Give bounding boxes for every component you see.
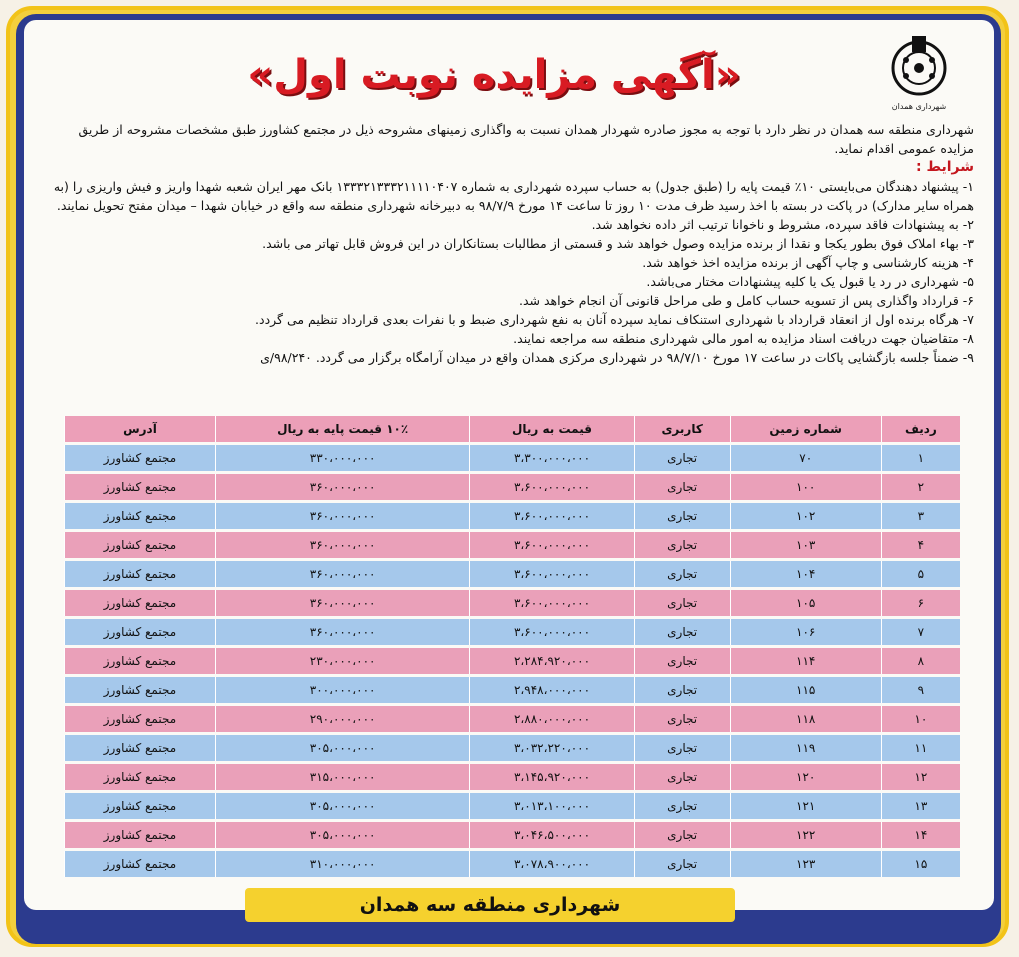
cell-land-number: ۱۲۱ [730,793,881,819]
cell-row-number: ۳ [881,503,960,529]
cell-deposit: ۳۳۰،۰۰۰،۰۰۰ [215,445,470,471]
cell-usage: تجاری [634,793,730,819]
cell-address: مجتمع کشاورز [64,764,215,790]
table-header-row [64,416,960,442]
cell-land-number: ۱۰۴ [730,561,881,587]
table-row [64,706,960,732]
cell-price: ۳،۶۰۰،۰۰۰،۰۰۰ [469,532,633,558]
cell-address: مجتمع کشاورز [64,619,215,645]
cell-address: مجتمع کشاورز [64,735,215,761]
cell-deposit: ۳۰۵،۰۰۰،۰۰۰ [215,822,470,848]
header-price: قیمت به ریال [469,416,633,442]
cell-usage: تجاری [634,474,730,500]
cell-usage: تجاری [634,503,730,529]
cell-deposit: ۳۰۵،۰۰۰،۰۰۰ [215,793,470,819]
cell-address: مجتمع کشاورز [64,793,215,819]
cell-row-number: ۱۲ [881,764,960,790]
condition-item: ۷- هرگاه برنده اول از انعقاد قرارداد با شهرداری استنکاف نماید سپرده آنان به نفع شهرداری ضبط و با نفرات بعدی قرارداد تنظیم می گردد. [255,312,974,327]
table-row [64,561,960,587]
cell-deposit: ۲۳۰،۰۰۰،۰۰۰ [215,648,470,674]
cell-usage: تجاری [634,648,730,674]
cell-price: ۲،۹۴۸،۰۰۰،۰۰۰ [469,677,633,703]
table-row [64,851,960,877]
cell-usage: تجاری [634,851,730,877]
footer-banner: شهرداری منطقه سه همدان [245,888,735,922]
cell-land-number: ۱۰۶ [730,619,881,645]
cell-land-number: ۱۰۳ [730,532,881,558]
cell-address: مجتمع کشاورز [64,590,215,616]
table-row [64,764,960,790]
table-row [64,648,960,674]
cell-price: ۳،۰۷۸،۹۰۰،۰۰۰ [469,851,633,877]
cell-row-number: ۱۴ [881,822,960,848]
cell-usage: تجاری [634,822,730,848]
cell-price: ۳،۶۰۰،۰۰۰،۰۰۰ [469,503,633,529]
municipality-logo-icon [884,32,954,116]
notice-body [44,120,974,367]
cell-row-number: ۷ [881,619,960,645]
cell-address: مجتمع کشاورز [64,445,215,471]
cell-deposit: ۳۶۰،۰۰۰،۰۰۰ [215,561,470,587]
cell-usage: تجاری [634,677,730,703]
cell-row-number: ۱۵ [881,851,960,877]
cell-price: ۲،۲۸۴،۹۲۰،۰۰۰ [469,648,633,674]
cell-row-number: ۱۳ [881,793,960,819]
cell-price: ۳،۰۴۶،۵۰۰،۰۰۰ [469,822,633,848]
cell-land-number: ۱۰۵ [730,590,881,616]
cell-usage: تجاری [634,735,730,761]
cell-deposit: ۳۰۵،۰۰۰،۰۰۰ [215,735,470,761]
condition-item: ۶- قرارداد واگذاری پس از تسویه حساب کامل و طی مراحل قانونی آن انجام خواهد شد. [518,293,974,308]
header-deposit: ۱۰٪ قیمت پایه به ریال [215,416,470,442]
cell-deposit: ۳۱۰،۰۰۰،۰۰۰ [215,851,470,877]
cell-address: مجتمع کشاورز [64,677,215,703]
cell-price: ۳،۰۱۳،۱۰۰،۰۰۰ [469,793,633,819]
cell-row-number: ۱ [881,445,960,471]
cell-usage: تجاری [634,590,730,616]
cell-usage: تجاری [634,532,730,558]
land-table [64,413,960,880]
cell-usage: تجاری [634,706,730,732]
table-row [64,503,960,529]
notice-header [24,30,994,118]
table-row [64,532,960,558]
cell-address: مجتمع کشاورز [64,474,215,500]
header-row-number: ردیف [881,416,960,442]
table-row [64,735,960,761]
cell-land-number: ۱۱۴ [730,648,881,674]
cell-land-number: ۱۰۲ [730,503,881,529]
cell-land-number: ۱۱۵ [730,677,881,703]
cell-address: مجتمع کشاورز [64,532,215,558]
table-row [64,677,960,703]
cell-price: ۳،۰۳۲،۲۲۰،۰۰۰ [469,735,633,761]
cell-land-number: ۱۲۲ [730,822,881,848]
cell-usage: تجاری [634,764,730,790]
cell-deposit: ۳۰۰،۰۰۰،۰۰۰ [215,677,470,703]
cell-land-number: ۱۲۳ [730,851,881,877]
intro-paragraph: شهرداری منطقه سه همدان در نظر دارد با توجه به مجوز صادره شهردار همدان نسبت به واگذاری زمینهای مشروحه ذیل در مجتمع کشاورز طبق مشخصات مشروحه از طریق مزایده عمومی اقدام نماید. [78,122,974,156]
cell-land-number: ۱۲۰ [730,764,881,790]
header-land-number: شماره زمین [730,416,881,442]
cell-address: مجتمع کشاورز [64,503,215,529]
logo-caption: شهرداری همدان [891,102,947,111]
cell-deposit: ۳۶۰،۰۰۰،۰۰۰ [215,503,470,529]
header-usage: کاربری [634,416,730,442]
cell-price: ۳،۶۰۰،۰۰۰،۰۰۰ [469,474,633,500]
cell-address: مجتمع کشاورز [64,648,215,674]
notice-title: «آگهی مزایده نوبت اول» [247,52,741,98]
cell-price: ۳،۱۴۵،۹۲۰،۰۰۰ [469,764,633,790]
cell-land-number: ۷۰ [730,445,881,471]
cell-price: ۳،۶۰۰،۰۰۰،۰۰۰ [469,619,633,645]
cell-row-number: ۴ [881,532,960,558]
table-row [64,590,960,616]
notice-paper [24,20,994,910]
table-row [64,474,960,500]
table-row [64,822,960,848]
table-row [64,619,960,645]
condition-item: ۳- بهاء املاک فوق بطور یکجا و نقدا از برنده مزایده وصول خواهد شد و قسمتی از مطالبات بستانکاران در این فروش قابل تهاتر می باشد. [262,236,974,251]
cell-price: ۳،۳۰۰،۰۰۰،۰۰۰ [469,445,633,471]
cell-usage: تجاری [634,445,730,471]
cell-price: ۳،۶۰۰،۰۰۰،۰۰۰ [469,561,633,587]
cell-land-number: ۱۱۹ [730,735,881,761]
conditions-heading: شرایط : [916,159,974,175]
cell-price: ۳،۶۰۰،۰۰۰،۰۰۰ [469,590,633,616]
table-row [64,793,960,819]
cell-row-number: ۲ [881,474,960,500]
header-address: آدرس [64,416,215,442]
table-row [64,445,960,471]
condition-item: ۲- به پیشنهادات فاقد سپرده، مشروط و ناخوانا ترتیب اثر داده نخواهد شد. [591,217,974,232]
cell-row-number: ۵ [881,561,960,587]
condition-item: ۱- پیشنهاد دهندگان می‌بایستی ۱۰٪ قیمت پایه را (طبق جدول) به حساب سپرده شهرداری به شماره ۱۳۳۳۲۱۳۳۳۲۱۱۱۱۰۴۰۷ بانک مهر ایران شعبه شهدا واریز و فیش واریزی را (به همراه سایر مدارک) در پاکت در بسته با اخذ رسید ظرف مدت ۱۰ روز تا ساعت ۱۴ مورخ ۹۸/۷/۹ به دبیرخانه شهرداری منطقه سه واقع در خیابان شهدا – میدان مفتح تحویل نمایند. [53,179,974,213]
cell-row-number: ۹ [881,677,960,703]
condition-item: ۴- هزینه کارشناسی و چاپ آگهی از برنده مزایده اخذ خواهد شد. [642,255,974,270]
cell-row-number: ۶ [881,590,960,616]
condition-item: ۹- ضمناً جلسه بازگشایی پاکات در ساعت ۱۷ مورخ ۹۸/۷/۱۰ در شهرداری مرکزی همدان واقع در میدان آرامگاه برگزار می گردد. ۹۸/۲۴۰/ی [260,350,974,365]
condition-item: ۵- شهرداری در رد یا قبول یک یا کلیه پیشنهادات مختار می‌باشد. [646,274,974,289]
cell-deposit: ۳۱۵،۰۰۰،۰۰۰ [215,764,470,790]
cell-deposit: ۳۶۰،۰۰۰،۰۰۰ [215,590,470,616]
cell-deposit: ۳۶۰،۰۰۰،۰۰۰ [215,474,470,500]
cell-land-number: ۱۱۸ [730,706,881,732]
cell-price: ۲،۸۸۰،۰۰۰،۰۰۰ [469,706,633,732]
cell-usage: تجاری [634,561,730,587]
cell-deposit: ۲۹۰،۰۰۰،۰۰۰ [215,706,470,732]
cell-row-number: ۸ [881,648,960,674]
cell-deposit: ۳۶۰،۰۰۰،۰۰۰ [215,532,470,558]
cell-address: مجتمع کشاورز [64,706,215,732]
cell-usage: تجاری [634,619,730,645]
cell-row-number: ۱۰ [881,706,960,732]
cell-address: مجتمع کشاورز [64,561,215,587]
cell-land-number: ۱۰۰ [730,474,881,500]
condition-item: ۸- متقاضیان جهت دریافت اسناد مزایده به امور مالی شهرداری منطقه سه مراجعه نمایند. [513,331,974,346]
cell-row-number: ۱۱ [881,735,960,761]
cell-deposit: ۳۶۰،۰۰۰،۰۰۰ [215,619,470,645]
cell-address: مجتمع کشاورز [64,851,215,877]
cell-address: مجتمع کشاورز [64,822,215,848]
